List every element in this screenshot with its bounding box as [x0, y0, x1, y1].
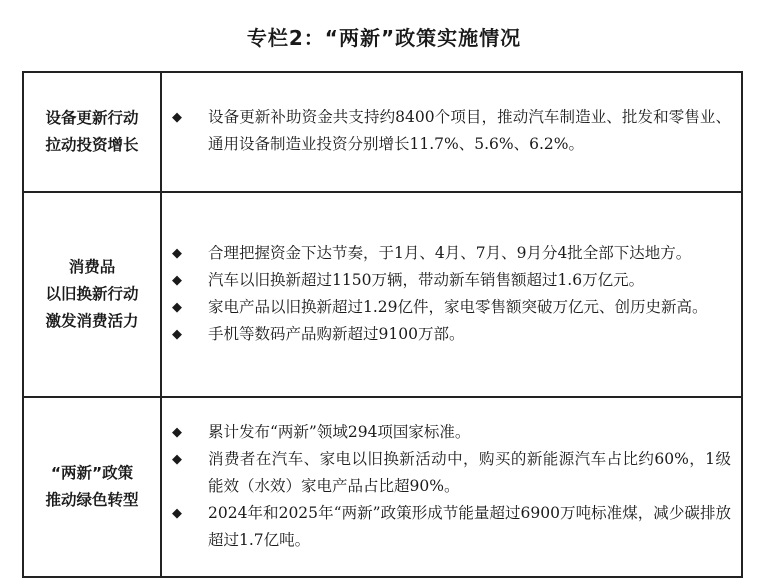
- list-item: [172, 104, 731, 158]
- category-cell: [23, 397, 161, 577]
- diamond-bullet-icon: ◆: [172, 505, 182, 521]
- diamond-bullet-icon: ◆: [172, 245, 182, 261]
- table-row-equipment: [23, 72, 742, 192]
- list-item: [172, 500, 731, 554]
- list-item: [172, 419, 731, 446]
- category-line: 以旧换新行动: [45, 285, 139, 303]
- items-cell: [161, 72, 742, 192]
- category-line: 推动绿色转型: [45, 491, 139, 509]
- category-line: 设备更新行动: [45, 109, 139, 127]
- category-cell: [23, 72, 161, 192]
- list-item: [172, 446, 731, 500]
- diamond-bullet-icon: ◆: [172, 326, 182, 342]
- diamond-bullet-icon: ◆: [172, 424, 182, 440]
- category-line: “两新”政策: [50, 464, 134, 482]
- items-cell: [161, 192, 742, 397]
- item-text: 2024年和2025年“两新”政策形成节能量超过6900万吨标准煤，减少碳排放超过1.7亿吨。: [208, 503, 731, 549]
- item-text: 合理把握资金下达节奏，于1月、4月、7月、9月分4批全部下达地方。: [208, 243, 692, 262]
- item-text: 家电产品以旧换新超过1.29亿件，家电零售额突破万亿元、创历史新高。: [208, 297, 708, 316]
- item-text: 设备更新补助资金共支持约8400个项目，推动汽车制造业、批发和零售业、通用设备制造业投资分别增长11.7%、5.6%、6.2%。: [208, 108, 731, 153]
- category-line: 拉动投资增长: [45, 136, 139, 154]
- diamond-bullet-icon: ◆: [172, 299, 182, 315]
- table-row-consumer: [23, 192, 742, 397]
- item-text: 手机等数码产品购新超过9100万部。: [208, 324, 465, 343]
- table-row-green: [23, 397, 742, 577]
- diamond-bullet-icon: ◆: [172, 272, 182, 288]
- diamond-bullet-icon: ◆: [172, 110, 182, 125]
- list-item: [172, 294, 731, 321]
- diamond-bullet-icon: ◆: [172, 451, 182, 467]
- item-text: 消费者在汽车、家电以旧换新活动中，购买的新能源汽车占比约60%，1级能效（水效）家电产品占比超90%。: [208, 449, 731, 495]
- category-line: 消费品: [68, 258, 116, 276]
- category-line: 激发消费活力: [45, 312, 139, 330]
- policy-table: [22, 71, 743, 578]
- list-item: [172, 240, 731, 267]
- item-text: 累计发布“两新”领域294项国家标准。: [208, 422, 471, 441]
- items-cell: [161, 397, 742, 577]
- list-item: [172, 321, 731, 348]
- category-cell: [23, 192, 161, 397]
- list-item: [172, 267, 731, 294]
- page-title: 专栏2：“两新”政策实施情况: [246, 26, 522, 50]
- item-text: 汽车以旧换新超过1150万辆，带动新车销售额超过1.6万亿元。: [208, 270, 645, 289]
